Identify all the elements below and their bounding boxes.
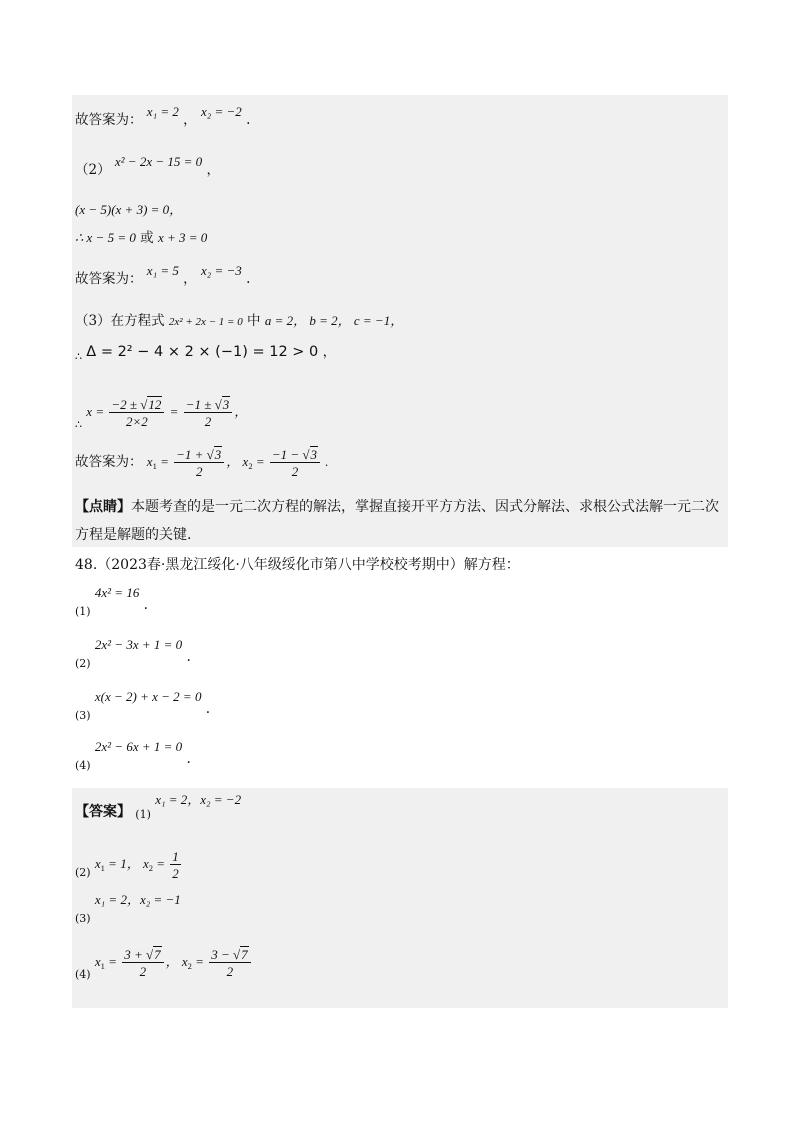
answer-tag: 【答案】 xyxy=(75,804,131,820)
answer-roots: x₁ = 2，x₂ = −1 xyxy=(94,892,181,907)
equation: 2x² − 6x + 1 = 0 xyxy=(94,739,183,754)
equation: 4x² = 16 xyxy=(94,585,140,600)
part-label: (4) xyxy=(75,759,91,772)
factor-equation-a: ∴ x − 5 = 0 xyxy=(75,230,136,245)
question-title: 48.（2023春·黑龙江绥化·八年级绥化市第八中学校校考期中）解方程： xyxy=(75,557,520,573)
part-label: (3) xyxy=(75,709,91,722)
equation: 2x² + 2x − 1 = 0 xyxy=(168,316,243,328)
solution-line-7 xyxy=(75,344,337,363)
root-x1: x₁ = 5 xyxy=(146,263,179,278)
part-label: （2） xyxy=(75,162,111,178)
solution-line-5 xyxy=(75,263,251,287)
therefore-symbol: ∴ xyxy=(75,350,82,363)
solution-line-4 xyxy=(75,231,207,246)
coefficients: a = 2， b = 2， c = −1， xyxy=(264,313,404,328)
comment-text: 方程是解题的关键. xyxy=(75,527,192,543)
answer-part-3 xyxy=(75,892,181,925)
solution-line-6 xyxy=(75,314,403,329)
comment-line-2 xyxy=(75,528,191,542)
question-part-3 xyxy=(75,689,211,722)
solution-line-3 xyxy=(75,203,182,218)
answer-label: 故答案为： xyxy=(75,112,143,128)
answer-roots: x₁ = 2，x₂ = −2 xyxy=(155,792,242,807)
equation: x² − 2x − 15 = 0 xyxy=(114,154,203,169)
factor-equation-b: x + 3 = 0 xyxy=(157,230,208,245)
part-label: (1) xyxy=(75,605,91,618)
roots: $x_1$ = $\frac{-1 + √3}{2}$ ， $x_2$ = $\frac{-1 - √3}{2}$ . xyxy=(146,447,329,479)
factored-equation: (x − 5)(x + 3) = 0， xyxy=(75,202,183,217)
period: . xyxy=(205,701,211,717)
question-part-1 xyxy=(75,585,148,618)
middle-word: 中 xyxy=(247,313,261,329)
comment-tag: 【点睛】 xyxy=(75,499,131,515)
answer-roots: $x_1$ = $\frac{3 + √7}{2}$ ， $x_2$ = $\frac{3 - √7}{2}$ xyxy=(95,954,253,969)
period: . xyxy=(246,112,251,128)
question-part-4 xyxy=(75,739,191,772)
comment-line-1 xyxy=(75,500,719,514)
solution-line-8 xyxy=(75,397,248,431)
answer-roots: $x_1 = 1$， $x_2$ = $\frac{1}{2}$ xyxy=(94,849,179,881)
quadratic-formula: x = $\frac{-2 \pm √12}{2\times 2}$ = $\frac{-1 \pm √3}{2}$ ， xyxy=(86,397,248,429)
solution-line-2 xyxy=(75,154,220,178)
part-label: (1) xyxy=(135,808,151,821)
answer-part-2 xyxy=(75,850,183,880)
comma: ， xyxy=(322,344,337,360)
equation: 2x² − 3x + 1 = 0 xyxy=(94,637,183,652)
fraction-2: $\frac{-1 \pm √3}{2}$ xyxy=(184,398,233,428)
answer-part-4 xyxy=(75,947,253,981)
or-word: 或 xyxy=(140,230,154,246)
root-x1: x₁ = 2 xyxy=(146,104,179,119)
x-equals: x = xyxy=(86,403,108,419)
root-x2: x₂ = −2 xyxy=(200,104,242,119)
part-label: (3) xyxy=(75,912,91,925)
root-x2: x₂ = −3 xyxy=(200,263,242,278)
part-label: (2) xyxy=(75,657,91,670)
comment-text: 本题考查的是一元二次方程的解法，掌握直接开平方方法、因式分解法、求根公式法解一元二次 xyxy=(131,499,719,515)
period: . xyxy=(246,271,251,287)
answer-label: 故答案为： xyxy=(75,453,143,470)
answer-label: 故答案为： xyxy=(75,271,143,287)
fraction-1: $\frac{-2 \pm √12}{2\times 2}$ xyxy=(109,398,164,428)
part-label: (2) xyxy=(75,865,91,879)
answer-part-1 xyxy=(75,792,242,821)
separator: ， xyxy=(183,112,197,128)
separator: ， xyxy=(183,271,197,287)
therefore-symbol: ∴ xyxy=(75,417,82,431)
period: . xyxy=(186,751,191,767)
discriminant: Δ = 2² − 4 × 2 × (−1) = 12 > 0 xyxy=(86,344,319,360)
solution-line-9 xyxy=(75,448,329,478)
equation: x(x − 2) + x − 2 = 0 xyxy=(94,689,202,704)
period: . xyxy=(186,649,191,665)
question-part-2 xyxy=(75,637,191,670)
comma: ， xyxy=(206,162,220,178)
part-3-text: （3）在方程式 xyxy=(75,313,165,329)
part-label: (4) xyxy=(75,967,91,981)
solution-line-1 xyxy=(75,104,251,128)
period: . xyxy=(143,597,148,613)
